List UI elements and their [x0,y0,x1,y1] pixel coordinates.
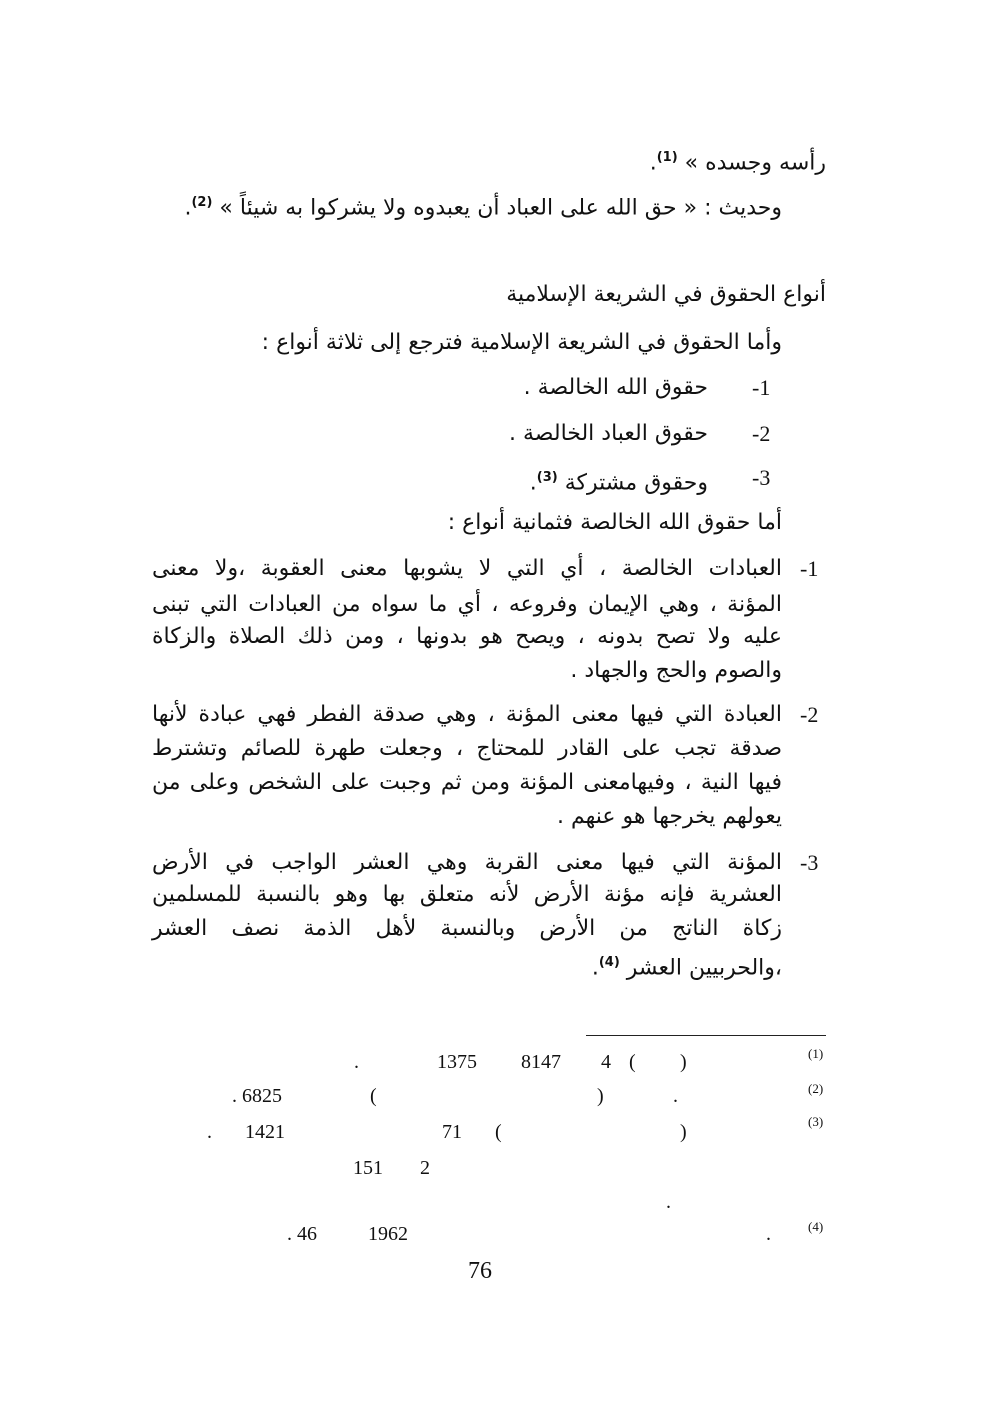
fn2-paren-open: ( [370,1085,377,1107]
item-3-line-3: زكاة الناتج من الأرض وبالنسبة لأهل الذمة نصف العشر [152,916,782,941]
item-2-line-1: العبادة التي فيها معنى المؤنة ، وهي صدقة الفطر فهي عبادة لأنها [152,702,782,727]
fn3-page-2: 151 [353,1157,383,1179]
footnote-mark-3: (3) [808,1114,824,1129]
item-3-line-1: المؤنة التي فيها معنى القربة وهي العشر الواجب في الأرض [152,850,782,875]
item-2-line-3: فيها النية ، وفيهامعنى المؤنة ومن ثم وجبت على الشخص وعلى من [152,770,782,795]
fn4-year: 1962 [368,1223,408,1245]
list-number-1: -1 [752,375,771,400]
continuation-line-2: وحديث : « حق الله على العباد أن يعبدوه ولا يشركوا به شيئاً » $^{(2)}$. [184,195,782,221]
section-heading: أنواع الحقوق في الشريعة الإسلامية [506,282,826,307]
fn3-page: 71 [442,1121,462,1143]
fn1-year: 1375 [437,1051,477,1073]
footnote-ref-4[interactable]: (4) [598,955,620,970]
footnote-mark-4: (4) [808,1219,824,1234]
fn1-volume: 4 [601,1051,611,1073]
item-1-line-2: المؤنة ، وهي الإيمان وفروعه ، أي ما سواه من العبادات التي تبنى [152,592,782,617]
item-number-1: -1 [800,556,819,581]
page-number: 76 [468,1258,492,1284]
item-1-line-1: العبادات الخالصة ، أي التي لا يشوبها معنى العقوبة ،ولا معنى [152,556,782,581]
fn1-hadith-number: 8147 [521,1051,561,1073]
continuation-line-1: رأسه وجسده » $^{(1)}$. [649,150,826,176]
item-1-line-4: والصوم والحج والجهاد . [570,658,782,683]
footnote-mark-1: (1) [808,1046,824,1061]
fn3-year: 1421 [245,1121,285,1143]
list-number-2: -2 [752,421,771,446]
footnote-ref-3[interactable]: (3) [536,470,558,485]
footnote-ref-1[interactable]: (1) [656,150,678,165]
fn3-paren-open: ( [495,1121,502,1143]
fn2-paren-close: ) [597,1085,604,1107]
list-item-3: وحقوق مشتركة $^{(3)}$. [529,470,708,496]
fn2-dot: . [673,1085,678,1107]
item-number-2: -2 [800,702,819,727]
list-number-3: -3 [752,465,771,490]
item-2-line-2: صدقة تجب على القادر للمحتاج ، وجعلت طهرة للصائم وتشترط [152,736,782,761]
fn3-volume: 2 [420,1157,430,1179]
sub-intro: أما حقوق الله الخالصة فثمانية أنواع : [447,510,782,535]
list-item-2: حقوق العباد الخالصة . [509,421,708,446]
item-3-line-2: العشرية فإنه مؤنة الأرض لأنه متعلق بها وهو بالنسبة للمسلمين [152,882,782,907]
item-2-line-4: يعولهم يخرجها هو عنهم . [557,804,782,829]
fn3-end: . [207,1121,212,1143]
fn1-end: . [354,1051,359,1073]
footnote-separator [586,1035,826,1036]
fn3-paren-close: ) [680,1121,687,1143]
item-1-line-3: عليه ولا تصح بدونه ، ويصح هو بدونها ، ومن ذلك الصلاة والزكاة [152,624,782,649]
item-number-3: -3 [800,850,819,875]
fn4-page: . 46 [287,1223,317,1245]
fn1-paren-close: ) [680,1051,687,1073]
item-3-line-4: ،والحربيين العشر $^{(4)}$. [591,955,782,981]
fn1-paren-open: ( [629,1051,636,1073]
footnote-mark-2: (2) [808,1081,824,1096]
fn2-hadith-number: . 6825 [232,1085,282,1107]
fn4-dot: . [766,1223,771,1245]
list-item-1: حقوق الله الخالصة . [523,375,708,400]
footnote-ref-2[interactable]: (2) [191,195,213,210]
section-intro: وأما الحقوق في الشريعة الإسلامية فترجع إلى ثلاثة أنواع : [261,330,782,355]
fn3-dot-2: . [666,1191,671,1213]
